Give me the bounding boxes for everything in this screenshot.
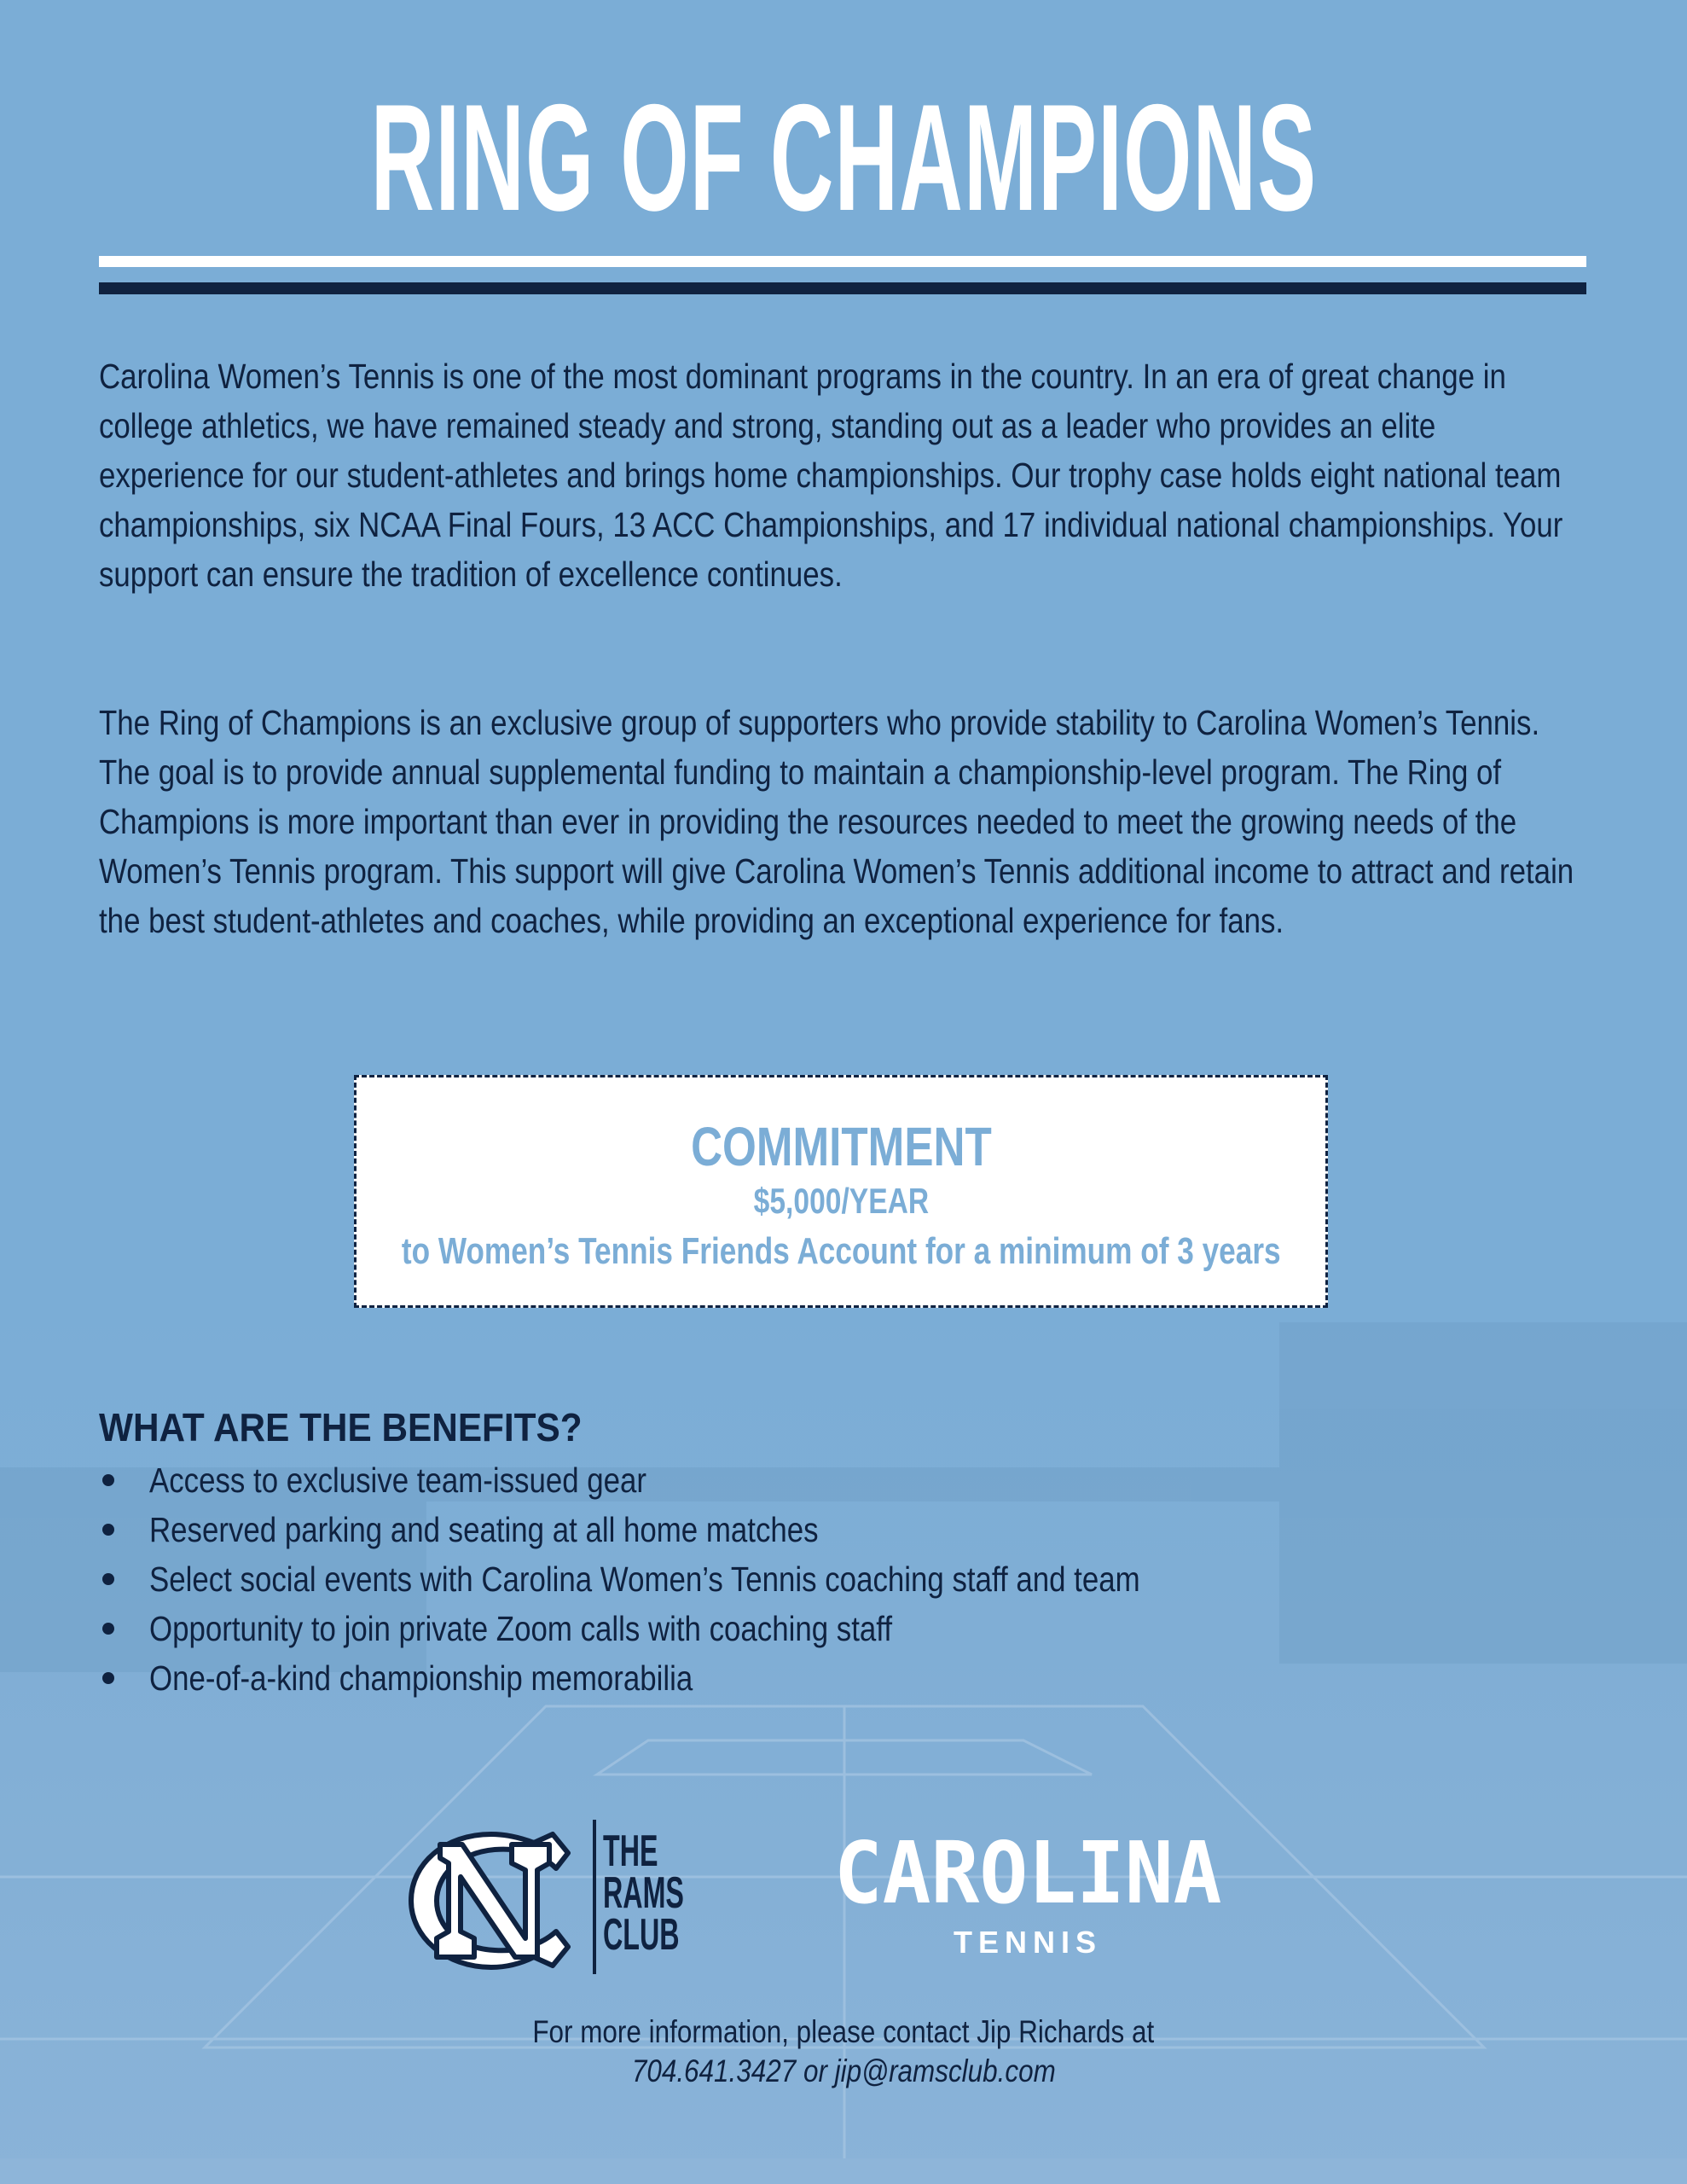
bullet-icon <box>102 1672 114 1684</box>
divider-navy <box>99 282 1586 294</box>
bullet-icon <box>102 1474 114 1486</box>
bullet-icon <box>102 1524 114 1536</box>
bullet-icon <box>102 1623 114 1635</box>
tennis-logo-wordmark: TENNIS <box>953 1925 1102 1960</box>
ring-paragraph: The Ring of Champions is an exclusive group of supporters who provide stability to Carolina Women’s Tennis. The goal is to provide annual supplemental funding to maintain a championship-level program. The Ring of Champions is more important than ever in providing the resources needed to meet the growing needs of the Women’s Tennis program. This support will give Carolina Women’s Tennis additional income to attract and retain the best student-athletes and coaches, while providing an exceptional experience for fans. <box>99 703 1574 940</box>
contact-text: For more information, please contact Jip Richards at <box>532 2014 1155 2049</box>
bullet-icon <box>102 1573 114 1585</box>
commitment-heading: COMMITMENT <box>690 1116 992 1177</box>
rams-club-line: CLUB <box>603 1910 680 1960</box>
page-title: RING OF CHAMPIONS <box>370 73 1317 242</box>
rams-club-line: THE <box>603 1827 658 1876</box>
commitment-detail: to Women’s Tennis Friends Account for a minimum of 3 years <box>401 1230 1281 1272</box>
carolina-logo-wordmark: CAROLINA <box>833 1822 1222 1923</box>
divider-white <box>99 256 1586 267</box>
intro-paragraph: Carolina Women’s Tennis is one of the most dominant programs in the country. In an era of great change in college athletics, we have remained steady and strong, standing out as a leader who provides an elite experience for our student-athletes and brings home championships. Our trophy case holds eight national team championships, six NCAA Final Fours, 13 ACC Championships, and 17 individual national championships. Your support can ensure the tradition of excellence continues. <box>99 357 1563 594</box>
rams-club-logo <box>603 1827 733 1960</box>
nc-logo-icon <box>406 1827 583 1972</box>
commitment-amount: $5,000/YEAR <box>753 1181 929 1221</box>
logo-divider <box>593 1820 596 1974</box>
contact-details: 704.641.3427 or jip@ramsclub.com <box>631 2053 1056 2088</box>
commitment-box <box>354 1075 1328 1308</box>
rams-club-line: RAMS <box>603 1868 684 1918</box>
benefits-heading: WHAT ARE THE BENEFITS? <box>99 1405 583 1449</box>
